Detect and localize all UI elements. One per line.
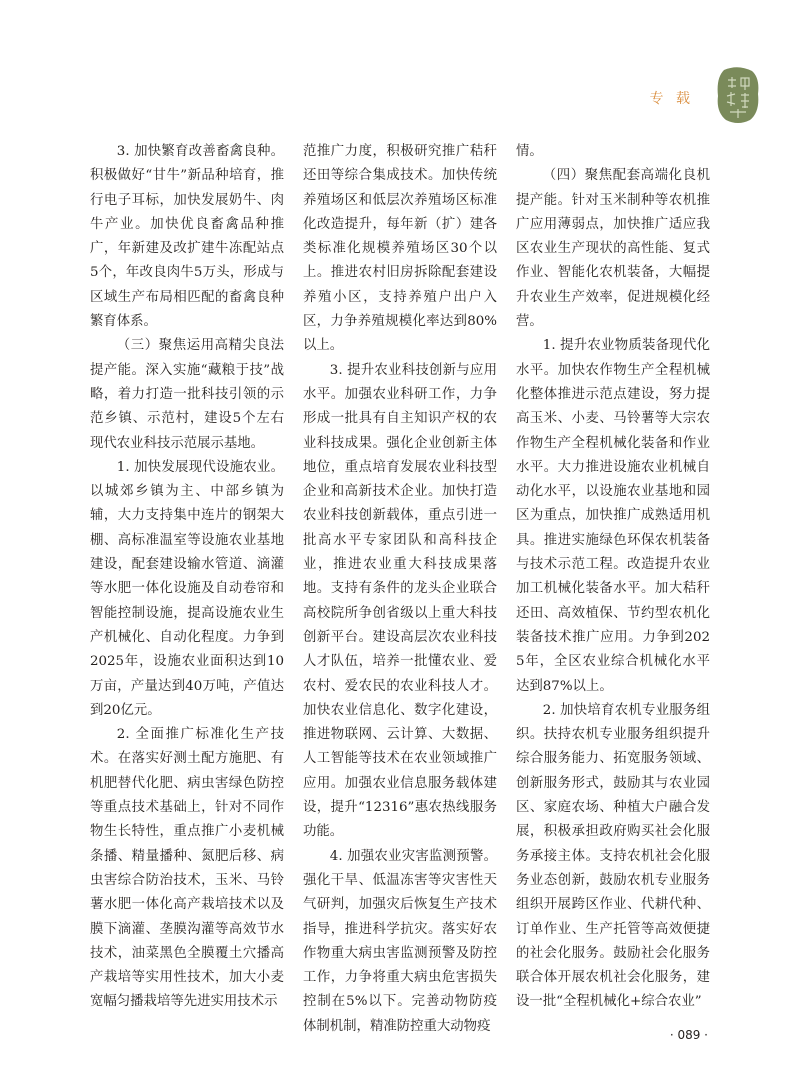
paragraph: 3. 提升农业科技创新与应用水平。加强农业科研工作，力争形成一批具有自主知识产权的农业科技成果。强化企业创新主体地位，重点培育发展农业科技型企业和高新技术企业。加快打造农业科技创新载体，重点引进一批高水平专家团队和高科技企业，推进农业重大科技成果落地。支持有条件的龙头企业联合高校院所争创省级以上重大科技创新平台。建设高层次农业科技人才队伍，培养一批懂农业、爱农村、爱农民的农业科技人才。加快农业信息化、数字化建设，推进物联网、云计算、大数据、人工智能等技术在农业领域推广应用。加强农业信息服务载体建设，提升“12316”惠农热线服务功能。 (303, 362, 497, 840)
text-column-1 (90, 140, 284, 1020)
paragraph: （三）聚焦运用高精尖良法提产能。深入实施“藏粮于技”战略，着力打造一批科技引领的示范乡镇、示范村，建设5个左右现代农业科技示范展示基地。 (90, 338, 284, 451)
text-column-3 (516, 140, 710, 1020)
paragraph: 2. 加快培育农机专业服务组织。扶持农机专业服务组织提升综合服务能力、拓宽服务领域、创新服务形式，鼓励其与农业园区、家庭农场、种植大户融合发展，积极承担政府购买社会化服务承接主体。支持农机社会化服务业态创新，鼓励农机专业服务组织开展跨区作业、代耕代种、订单作业、生产托管等高效便捷的社会化服务。鼓励社会化服务联合体开展农机社会化服务，建设一批“全程机械化+综合农业” (516, 702, 710, 1010)
page-number: · 089 · (669, 1028, 708, 1042)
paragraph: 3. 加快繁育改善畜禽良种。积极做好“甘牛”新品种培育，推行电子耳标，加快发展奶牛、肉牛产业。加快优良畜禽品种推广，年新建及改扩建牛冻配站点5个，年改良肉牛5万头，形成与区域生产布局相匹配的畜禽良种繁育体系。 (90, 144, 284, 330)
paragraph: 2. 全面推广标准化生产技术。在落实好测土配方施肥、有机肥替代化肥、病虫害绿色防控等重点技术基础上，针对不同作物生长特性，重点推广小麦机械条播、精量播种、氮肥后移、病虫害综合防治技术，玉米、马铃薯水肥一体化高产栽培技术以及膜下滴灌、垄膜沟灌等高效节水技术，油菜黑色全膜覆土穴播高产栽培等实用性技术，加大小麦宽幅匀播栽培等先进实用技术示 (90, 727, 284, 1010)
seal-icon (716, 66, 760, 124)
page-header (560, 66, 760, 126)
paragraph: （四）聚焦配套高端化良机提产能。针对玉米制种等农机推广应用薄弱点，加快推广适应我区农业生产现状的高性能、复式作业、智能化农机装备，大幅提升农业生产效率，促进规模化经营。 (516, 168, 710, 330)
section-label: 专 载 (649, 91, 694, 107)
paragraph: 1. 加快发展现代设施农业。以城郊乡镇为主、中部乡镇为辅，大力支持集中连片的钢架大棚、高标准温室等设施农业基地建设，配套建设输水管道、滴灌等水肥一体化设施及自动卷帘和智能控制设施，提高设施农业生产机械化、自动化程度。力争到2025年，设施农业面积达到10万亩，产量达到40万吨，产值达到20亿元。 (90, 459, 284, 718)
text-column-2 (303, 140, 497, 1034)
paragraph: 1. 提升农业物质装备现代化水平。加快农作物生产全程机械化整体推进示范点建设，努力提高玉米、小麦、马铃薯等大宗农作物生产全程机械化装备和作业水平。大力推进设施农业机械自动化水平，以设施农业基地和园区为重点，加快推广成熟适用机具。推进实施绿色环保农机装备与技术示范工程。改造提升农业加工机械化装备水平。加大秸秆还田、高效植保、节约型农机化装备技术推广应用。力争到2025年，全区农业综合机械化水平达到87%以上。 (516, 338, 710, 694)
paragraph: 情。 (516, 144, 543, 159)
article-body (90, 140, 710, 1034)
paragraph: 范推广力度，积极研究推广秸秆还田等综合集成技术。加快传统养殖场区和低层次养殖场区标准化改造提升，每年新（扩）建各类标准化规模养殖场区30个以上。推进农村旧房拆除配套建设养殖小区，支持养殖户出户入区，力争养殖规模化率达到80%以上。 (303, 144, 497, 354)
paragraph: 4. 加强农业灾害监测预警。强化干旱、低温冻害等灾害性天气研判，加强灾后恢复生产技术指导，推进科学抗灾。落实好农作物重大病虫害监测预警及防控工作，力争将重大病虫危害损失控制在5%以下。完善动物防疫体制机制，精准防控重大动物疫 (303, 848, 497, 1034)
